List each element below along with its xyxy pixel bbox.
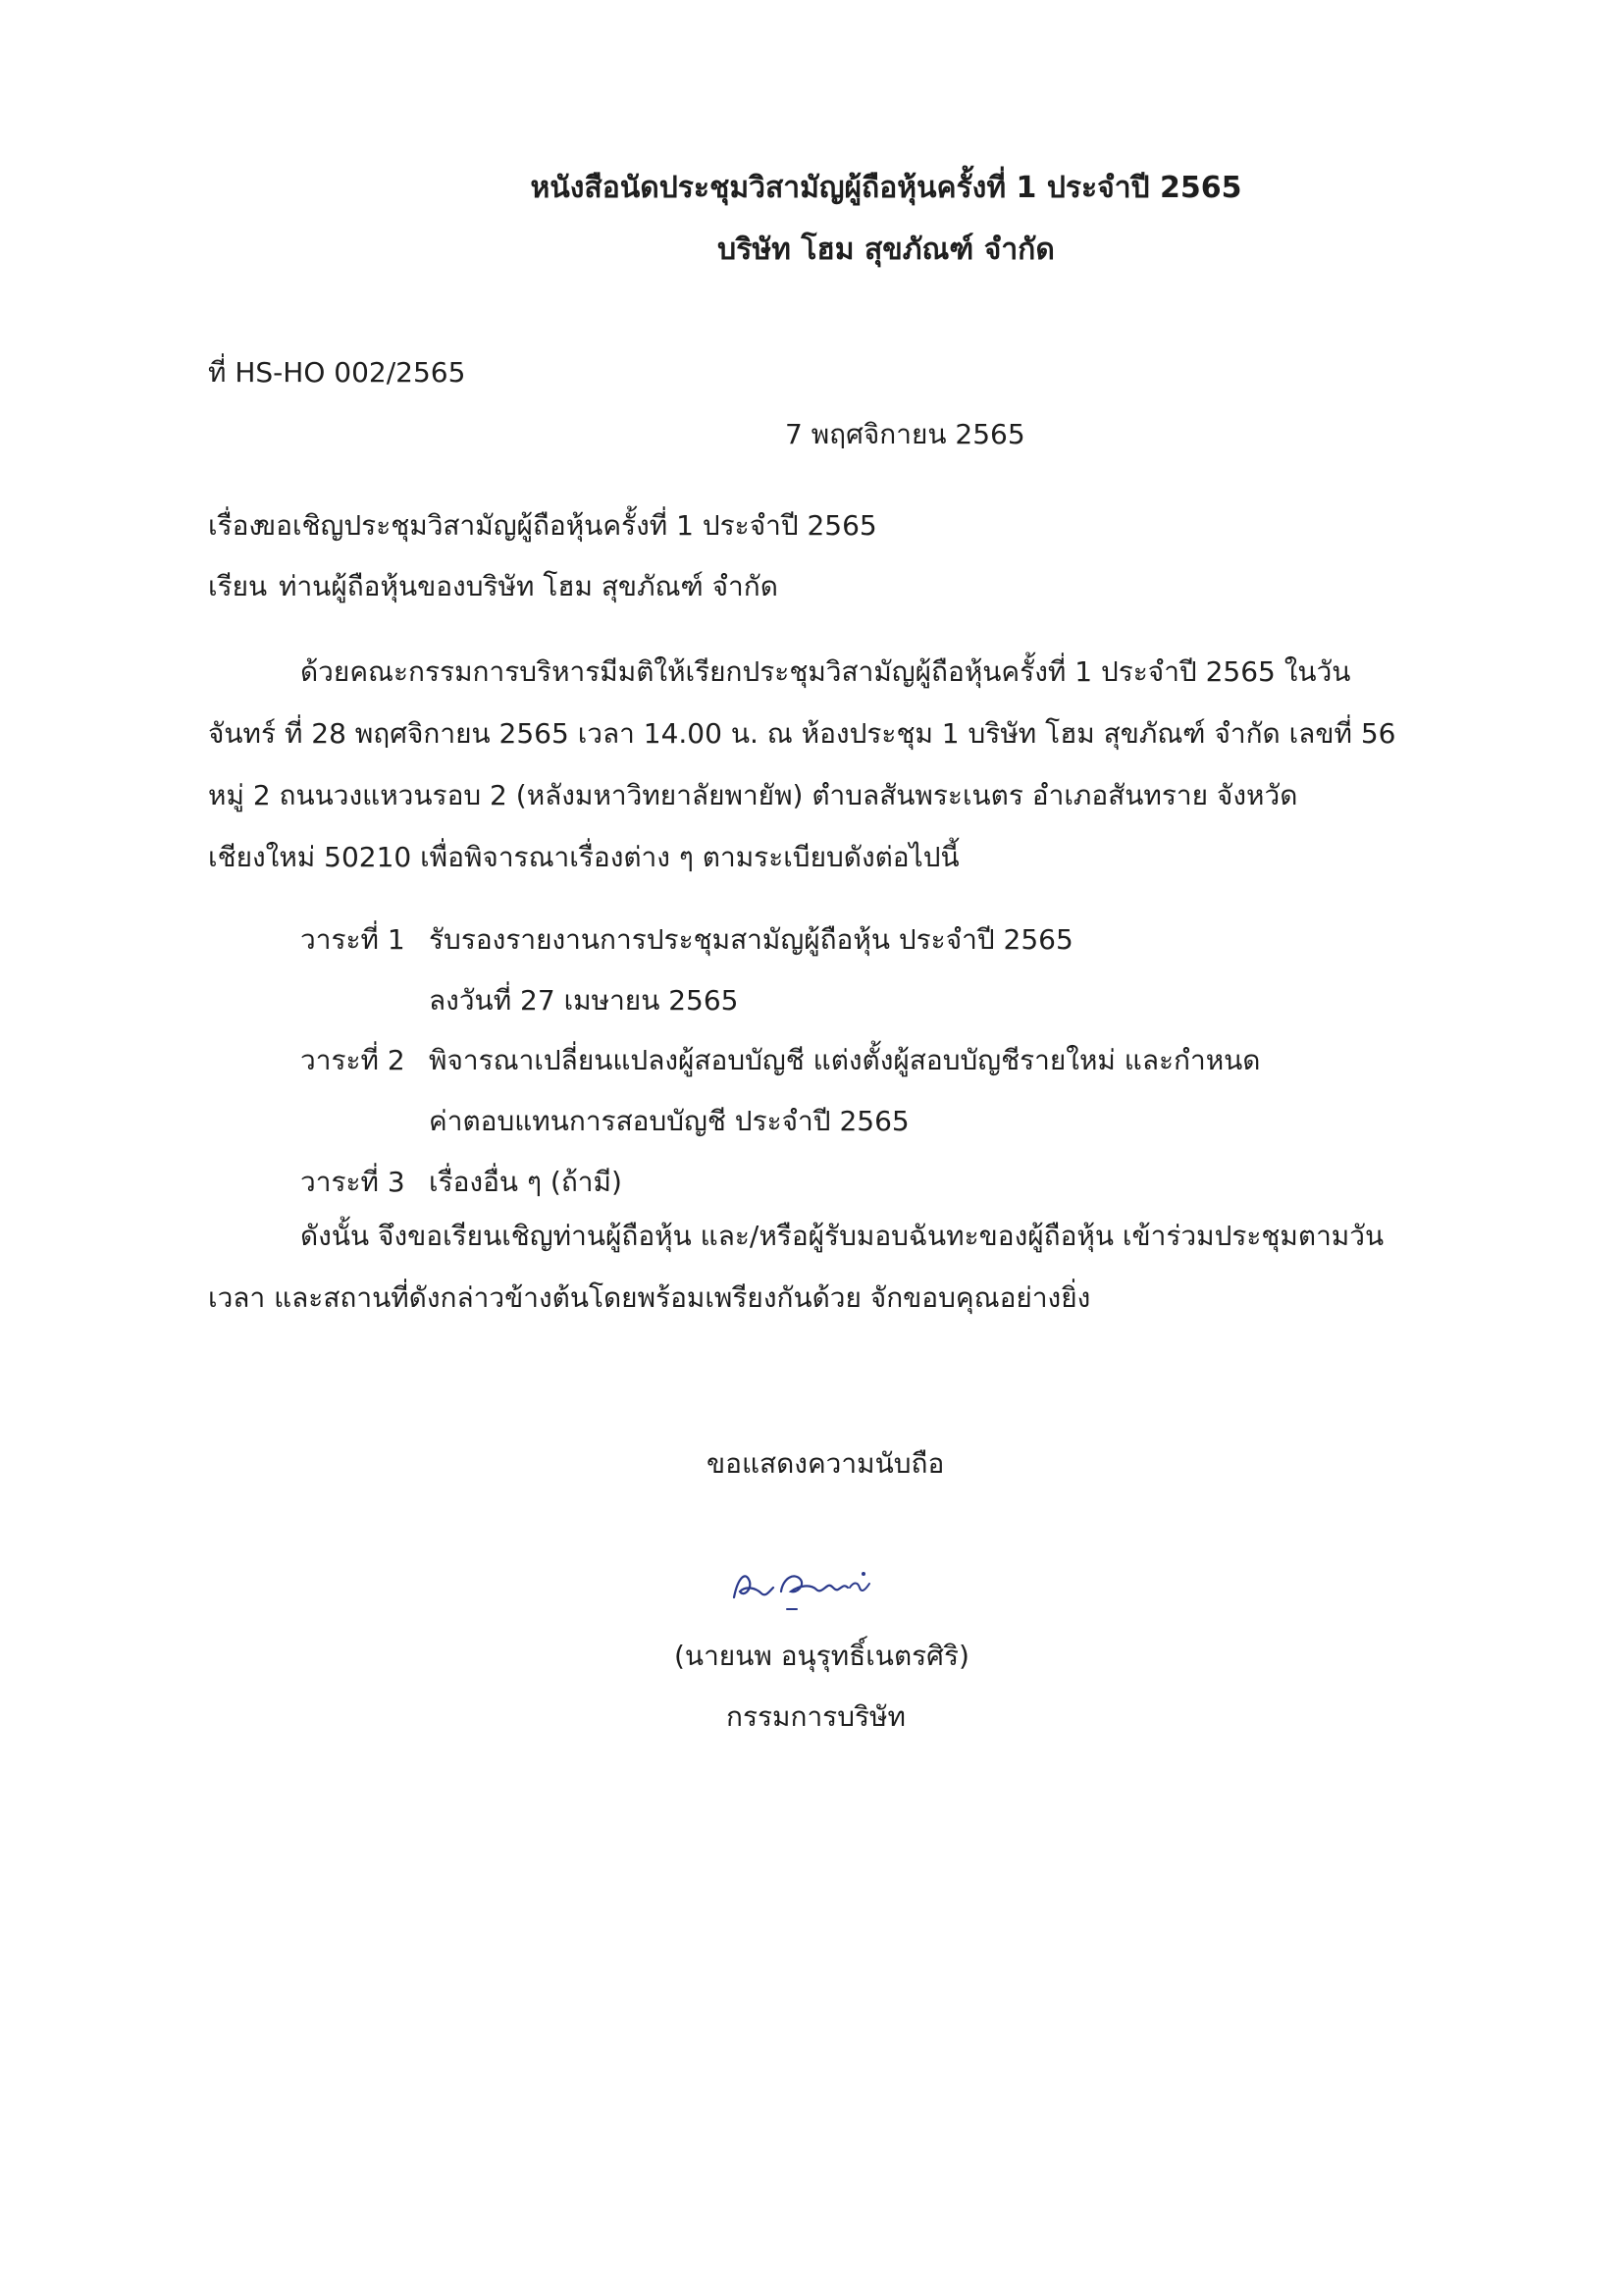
recipient-label: เรียน [208, 570, 268, 602]
paragraph-line: เวลา และสถานที่ดังกล่าวข้างต้นโดยพร้อมเพรียงกันด้วย จักขอบคุณอย่างยิ่ง [208, 1281, 1091, 1314]
agenda-1-text-continued: ลงวันที่ 27 เมษายน 2565 [429, 984, 739, 1017]
agenda-2-label: วาระที่ 2 [300, 1044, 405, 1076]
complimentary-close: ขอแสดงความนับถือ [707, 1447, 945, 1480]
agenda-3-label: วาระที่ 3 [300, 1166, 405, 1198]
agenda-3-text: เรื่องอื่น ๆ (ถ้ามี) [429, 1166, 622, 1198]
company-name-title: บริษัท โฮม สุขภัณฑ์ จำกัด [717, 233, 1055, 267]
paragraph-line: ดังนั้น จึงขอเรียนเชิญท่านผู้ถือหุ้น และ/หรือผู้รับมอบฉันทะของผู้ถือหุ้น เข้าร่วมประชุมตามวัน [300, 1220, 1385, 1252]
recipient-text: ท่านผู้ถือหุ้นของบริษัท โฮม สุขภัณฑ์ จำกัด [279, 570, 778, 602]
agenda-2-text: พิจารณาเปลี่ยนแปลงผู้สอบบัญชี แต่งตั้งผู้สอบบัญชีรายใหม่ และกำหนด [429, 1044, 1261, 1076]
agenda-2-text-continued: ค่าตอบแทนการสอบบัญชี ประจำปี 2565 [429, 1105, 910, 1137]
letter-title: หนังสือนัดประชุมวิสามัญผู้ถือหุ้นครั้งที่ 1 ประจำปี 2565 [530, 171, 1242, 205]
letter-date: 7 พฤศจิกายน 2565 [785, 418, 1025, 450]
paragraph-line: ด้วยคณะกรรมการบริหารมีมติให้เรียกประชุมวิสามัญผู้ถือหุ้นครั้งที่ 1 ประจำปี 2565 ในวัน [300, 655, 1351, 688]
reference-number: ที่ HS-HO 002/2565 [208, 356, 466, 389]
paragraph-line: เชียงใหม่ 50210 เพื่อพิจารณาเรื่องต่าง ๆ ตามระเบียบดังต่อไปนี้ [208, 841, 960, 873]
invitation-paragraph [208, 652, 1425, 900]
signer-position: กรรมการบริษัท [726, 1700, 906, 1733]
subject-label: เรื่อง [208, 509, 263, 542]
paragraph-line: หมู่ 2 ถนนวงแหวนรอบ 2 (หลังมหาวิทยาลัยพายัพ) ตำบลสันพระเนตร อำเภอสันทราย จังหวัด [208, 779, 1298, 811]
subject-text: ขอเชิญประชุมวิสามัญผู้ถือหุ้นครั้งที่ 1 ประจำปี 2565 [257, 509, 877, 542]
agenda-1-text: รับรองรายงานการประชุมสามัญผู้ถือหุ้น ประจำปี 2565 [429, 923, 1073, 956]
signer-name: (นายนพ อนุรุทธิ์เนตรศิริ) [674, 1640, 969, 1672]
agenda-1-label: วาระที่ 1 [300, 923, 405, 956]
paragraph-line: จันทร์ ที่ 28 พฤศจิกายน 2565 เวลา 14.00 น. ณ ห้องประชุม 1 บริษัท โฮม สุขภัณฑ์ จำกัด เลขที่ 56 [208, 717, 1396, 750]
handwritten-signature [726, 1548, 883, 1617]
closing-paragraph [208, 1217, 1425, 1340]
